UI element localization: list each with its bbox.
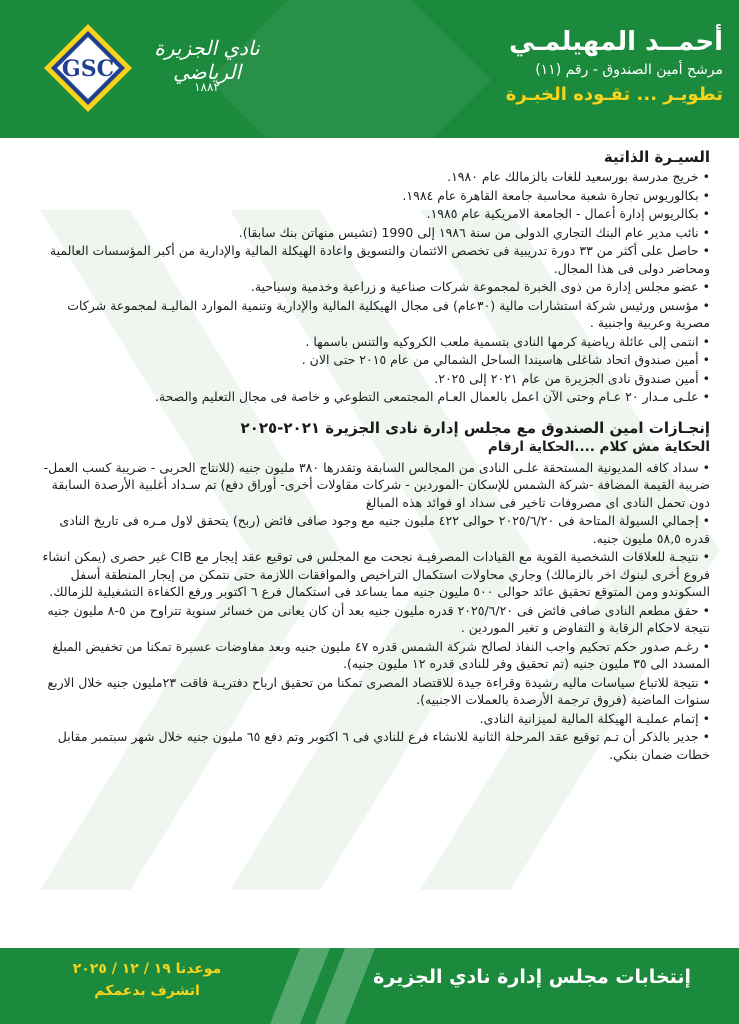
bio-item: • أمين صندوق نادى الجزيرة من عام ٢٠٢١ إلى ٢٠٢٥. (32, 370, 710, 388)
election-date-block (62, 958, 232, 1002)
bio-title: السيـرة الذاتية (603, 148, 710, 166)
bio-item: • بكالريوس إدارة أعمال - الجامعة الامريكية عام ١٩٨٥. (32, 205, 710, 223)
bio-list (32, 168, 710, 406)
achievements-title: إنجـازات امين الصندوق مع مجلس إدارة نادى الجزيرة ٢٠٢١-٢٠٢٥ (240, 418, 710, 437)
bio-item: • حاصل على أكثر من ٣٣ دورة تدريبية فى تخصص الائتمان والتسويق واعادة الهيكلة المالية والإدارية من أكبر المؤسسات العالمية ومحاضر دولى فى هذا المجال. (32, 242, 710, 277)
logo-letters: GSC (61, 56, 115, 82)
campaign-slogan: تطويـر ... تقـوده الخبـرة (505, 84, 723, 105)
bio-item: • مؤسس ورئيس شركة استشارات مالية (٣٠عام) فى مجال الهيكلية المالية والإدارية وتنمية الموارد الماليـة لمجموعة شركات مصرية وعربية واجنبية . (32, 297, 710, 332)
bio-item: • عضو مجلس إدارة من ذوى الخبرة لمجموعة شركات صناعية و زراعية وخدمية وسياحية. (32, 278, 710, 296)
election-date: موعدنا ١٩ / ١٢ / ٢٠٢٥ (72, 961, 222, 977)
club-name: نادي الجزيرة الرياضي (154, 36, 260, 84)
bio-item: • أمين صندوق اتحاد شاغلى هاسيندا الساحل الشمالي من عام ٢٠١٥ حتى الان . (32, 351, 710, 369)
achievement-item: • نتيجة للاتباع سياسات ماليه رشيدة وقراءة جيدة للاقتصاد المصرى تمكنا من تحقيق ارباح دفتريـة فاقت ٢٣مليون جنيه خلال الاربع سنوات الماضية (فروق ترجمة الأرصدة بالعملات الاجنبيه). (32, 674, 710, 709)
support-line: اتشرف بدعمكم (94, 983, 200, 999)
achievements-subtitle: الحكاية مش كلام ....الحكاية ارقام (487, 438, 710, 455)
header-banner (0, 0, 739, 138)
gsc-badge-icon (42, 22, 134, 114)
footer-banner (0, 948, 739, 1024)
candidate-block (393, 26, 723, 105)
bio-item: • علـى مـدار ٢٠ عـام وحتى الآن اعمل بالعمال العـام المجتمعى التطوعي و خاصة فى مجال التعليم والصحة. (32, 388, 710, 406)
candidate-name: أحمــد المهيلمـي (508, 27, 723, 57)
bio-item: • نائب مدير عام البنك التجاري الدولى من سنة ١٩٨٦ إلى 1990 (تشيس منهاتن بنك سابقا). (32, 224, 710, 242)
bio-item: • انتمى إلى عائلة رياضية كرمها النادى بتسمية ملعب الكروكيه والتنس باسمها . (32, 333, 710, 351)
achievement-item: • إتمام عمليـة الهيكلة المالية لميزانية النادى. (32, 710, 710, 728)
bio-item: • بكالوريوس تجارة شعبة محاسبة جامعة القاهرة عام ١٩٨٤. (32, 187, 710, 205)
election-title: إنتخابات مجلس إدارة نادي الجزيرة (373, 966, 691, 988)
achievement-item: • نتيجـة للعلاقات الشخصية القوية مع القيادات المصرفيـة نجحت مع المجلس فى توقيع عقد إيجار مع CIB غير حصرى (يمكن انشاء فروع أخرى لبنوك اخر بالزمالك) وجاري محاولات استكمال التراخيص والموافقات اللازمة حتى نتمكن من إيجار المنطقة أسفل السكوندو ومن المتوقع تحقيق عائد حوالى ٥٠٠ مليون جنيه مما يساعد فى استكمال فرع ٦ اكتوبر ورفع الكفاءة التشغيلية للزمالك. (32, 548, 710, 601)
candidate-role: مرشح أمين الصندوق - رقم (١١) (535, 62, 723, 78)
achievement-item: • سداد كافه المديونية المستحقة علـى النادى من المجالس السابقة وتقدرها ٣٨٠ مليون جنيه (للانتاج الحربى - ضريبة كسب العمل- ضريبة القيمة المضافة -شركة الشمس للإسكان -الموردين - شركات مقاولات أخرى- أوراق دفع) تم سـداد أغلبية الأرصدة السابقة دون تحمل النادى اى مصروفات تاخير فى سداد او فوائد هذه المبالغ (32, 459, 710, 512)
achievement-item: • جدير بالذكر أن تـم توقيع عقد المرحلة الثانية للانشاء فرع للنادي فى ٦ اكتوبر وتم دفع ٦٥ مليون جنيه خلال شهر سبتمبر مقابل خطات ضمان بنكي. (32, 728, 710, 763)
club-logo (42, 22, 272, 122)
achievement-item: • إجمالي السيولة المتاحة فى ٢٠٢٥/٦/٢٠ حوالى ٤٢٢ مليون جنيه مع وجود صافى فائض (ربح) يتحقق لاول مـره فى تاريخ النادى قدره ٥٨,٥ مليون جنيه. (32, 512, 710, 547)
achievement-item: • رغـم صدور حكم تحكيم واجب النفاذ لصالح شركة الشمس قدره ٤٧ مليون جنيه وبعد مفاوضات عسيرة تمكنا من تخفيض المبلغ المسدد الى ٣٥ مليون جنيه (تم تحقيق وفر للنادى قدره ١٢ مليون جنيه). (32, 638, 710, 673)
achievements-list (32, 459, 710, 764)
achievement-item: • حقق مطعم النادى صافى فائض فى ٢٠٢٥/٦/٢٠ قدره مليون جنيه بعد أن كان يعانى من خسائر سنوية تتراوح من ٥-٨ مليون جنيه نتيجة لاحكام الرقابة و التفاوض و تغير الموردين . (32, 602, 710, 637)
main-content (32, 142, 710, 764)
bio-item: • خريج مدرسة بورسعيد للغات بالزمالك عام ١٩٨٠. (32, 168, 710, 186)
club-year: ١٨٨٢ (194, 80, 220, 94)
